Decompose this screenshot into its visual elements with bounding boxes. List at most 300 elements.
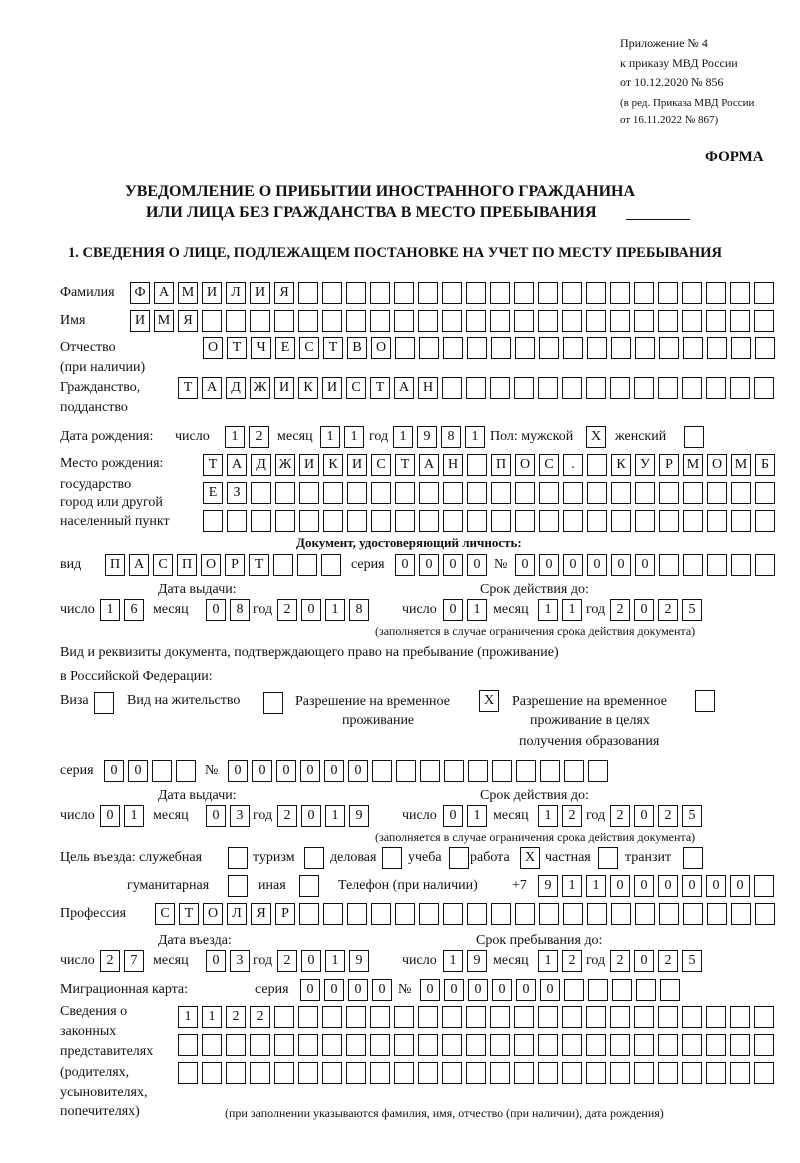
input-box[interactable]	[563, 510, 583, 532]
input-box[interactable]	[658, 1034, 678, 1056]
input-box[interactable]: 0	[635, 554, 655, 576]
input-box[interactable]: 1	[465, 426, 485, 448]
input-box[interactable]	[539, 510, 559, 532]
input-box[interactable]	[563, 337, 583, 359]
input-box[interactable]: 0	[611, 554, 631, 576]
input-box[interactable]	[395, 482, 415, 504]
input-box[interactable]	[178, 1034, 198, 1056]
input-box[interactable]	[682, 377, 702, 399]
input-box[interactable]: 0	[324, 760, 344, 782]
input-box[interactable]: 2	[277, 805, 297, 827]
input-box[interactable]	[564, 979, 584, 1001]
input-box[interactable]: 1	[586, 875, 606, 897]
input-box[interactable]	[730, 282, 750, 304]
input-box[interactable]: Н	[418, 377, 438, 399]
input-box[interactable]: 0	[300, 760, 320, 782]
input-box[interactable]: 1	[124, 805, 144, 827]
purpose-official-checkbox[interactable]	[228, 847, 248, 869]
input-box[interactable]: Т	[178, 377, 198, 399]
input-box[interactable]	[418, 1034, 438, 1056]
sex-male-checkbox[interactable]: X	[586, 426, 606, 448]
input-box[interactable]: 2	[277, 599, 297, 621]
input-box[interactable]	[370, 310, 390, 332]
input-box[interactable]	[683, 510, 703, 532]
input-box[interactable]	[322, 1034, 342, 1056]
input-box[interactable]: 1	[178, 1006, 198, 1028]
input-box[interactable]	[682, 1006, 702, 1028]
input-box[interactable]: 1	[467, 599, 487, 621]
input-box[interactable]	[443, 510, 463, 532]
input-box[interactable]: О	[515, 454, 535, 476]
input-box[interactable]	[152, 760, 172, 782]
input-box[interactable]	[371, 482, 391, 504]
purpose-humanitarian-checkbox[interactable]	[228, 875, 248, 897]
input-box[interactable]: 3	[230, 950, 250, 972]
purpose-transit-checkbox[interactable]	[683, 847, 703, 869]
input-box[interactable]: 3	[230, 805, 250, 827]
input-box[interactable]	[634, 282, 654, 304]
input-box[interactable]	[298, 1062, 318, 1084]
input-box[interactable]	[176, 760, 196, 782]
input-box[interactable]	[588, 760, 608, 782]
input-box[interactable]: А	[129, 554, 149, 576]
input-box[interactable]: Т	[249, 554, 269, 576]
input-box[interactable]	[394, 282, 414, 304]
input-box[interactable]: 0	[206, 805, 226, 827]
input-box[interactable]	[562, 377, 582, 399]
input-box[interactable]	[562, 1006, 582, 1028]
input-box[interactable]: 9	[417, 426, 437, 448]
input-box[interactable]	[755, 903, 775, 925]
input-box[interactable]	[250, 310, 270, 332]
place-of-stay-blank[interactable]	[626, 219, 690, 220]
input-box[interactable]	[587, 337, 607, 359]
input-box[interactable]	[490, 310, 510, 332]
input-box[interactable]: 1	[393, 426, 413, 448]
input-box[interactable]	[491, 482, 511, 504]
input-box[interactable]: 0	[419, 554, 439, 576]
input-box[interactable]	[634, 310, 654, 332]
input-box[interactable]	[515, 482, 535, 504]
input-box[interactable]	[731, 554, 751, 576]
input-box[interactable]	[395, 510, 415, 532]
input-box[interactable]	[226, 1062, 246, 1084]
input-box[interactable]: З	[227, 482, 247, 504]
input-box[interactable]	[538, 1006, 558, 1028]
input-box[interactable]	[659, 337, 679, 359]
temp-permit-checkbox[interactable]: X	[479, 690, 499, 712]
input-box[interactable]: 0	[610, 875, 630, 897]
input-box[interactable]: 0	[468, 979, 488, 1001]
input-box[interactable]: 2	[658, 805, 678, 827]
input-box[interactable]	[419, 510, 439, 532]
input-box[interactable]	[587, 482, 607, 504]
input-box[interactable]	[443, 337, 463, 359]
purpose-other-checkbox[interactable]	[299, 875, 319, 897]
input-box[interactable]	[370, 1006, 390, 1028]
input-box[interactable]: 0	[395, 554, 415, 576]
input-box[interactable]	[370, 1062, 390, 1084]
input-box[interactable]: С	[371, 454, 391, 476]
input-box[interactable]	[539, 903, 559, 925]
purpose-business-checkbox[interactable]	[382, 847, 402, 869]
input-box[interactable]: 1	[538, 950, 558, 972]
input-box[interactable]	[659, 554, 679, 576]
input-box[interactable]	[250, 1062, 270, 1084]
input-box[interactable]: П	[105, 554, 125, 576]
input-box[interactable]	[443, 482, 463, 504]
input-box[interactable]: Т	[227, 337, 247, 359]
input-box[interactable]: 8	[230, 599, 250, 621]
input-box[interactable]: 0	[301, 599, 321, 621]
input-box[interactable]	[562, 282, 582, 304]
input-box[interactable]: 1	[202, 1006, 222, 1028]
input-box[interactable]	[586, 1034, 606, 1056]
input-box[interactable]	[538, 282, 558, 304]
input-box[interactable]	[418, 282, 438, 304]
input-box[interactable]	[730, 1034, 750, 1056]
input-box[interactable]	[467, 903, 487, 925]
input-box[interactable]: А	[202, 377, 222, 399]
input-box[interactable]: 2	[100, 950, 120, 972]
input-box[interactable]: Н	[443, 454, 463, 476]
input-box[interactable]: 2	[610, 805, 630, 827]
input-box[interactable]: 1	[325, 599, 345, 621]
input-box[interactable]	[754, 377, 774, 399]
input-box[interactable]	[275, 510, 295, 532]
input-box[interactable]	[754, 875, 774, 897]
input-box[interactable]: Р	[225, 554, 245, 576]
input-box[interactable]: Б	[755, 454, 775, 476]
input-box[interactable]: Т	[370, 377, 390, 399]
input-box[interactable]	[515, 903, 535, 925]
input-box[interactable]	[611, 482, 631, 504]
input-box[interactable]: Я	[251, 903, 271, 925]
input-box[interactable]	[755, 554, 775, 576]
input-box[interactable]	[635, 482, 655, 504]
input-box[interactable]	[443, 903, 463, 925]
input-box[interactable]	[538, 1062, 558, 1084]
input-box[interactable]	[683, 482, 703, 504]
input-box[interactable]	[562, 1062, 582, 1084]
input-box[interactable]	[634, 377, 654, 399]
input-box[interactable]: 2	[226, 1006, 246, 1028]
input-box[interactable]	[754, 1034, 774, 1056]
input-box[interactable]	[298, 1034, 318, 1056]
input-box[interactable]	[418, 310, 438, 332]
input-box[interactable]	[707, 482, 727, 504]
input-box[interactable]	[394, 1006, 414, 1028]
input-box[interactable]: 0	[301, 950, 321, 972]
input-box[interactable]: 0	[634, 950, 654, 972]
input-box[interactable]	[515, 337, 535, 359]
input-box[interactable]	[490, 282, 510, 304]
input-box[interactable]	[322, 1006, 342, 1028]
input-box[interactable]: 0	[372, 979, 392, 1001]
input-box[interactable]: 0	[516, 979, 536, 1001]
input-box[interactable]: О	[371, 337, 391, 359]
input-box[interactable]: У	[635, 454, 655, 476]
input-box[interactable]: 1	[562, 599, 582, 621]
input-box[interactable]	[490, 1062, 510, 1084]
input-box[interactable]: К	[323, 454, 343, 476]
input-box[interactable]	[659, 482, 679, 504]
input-box[interactable]: 9	[349, 950, 369, 972]
input-box[interactable]	[347, 510, 367, 532]
input-box[interactable]: 0	[682, 875, 702, 897]
input-box[interactable]: Л	[227, 903, 247, 925]
input-box[interactable]	[444, 760, 464, 782]
input-box[interactable]: 2	[658, 950, 678, 972]
input-box[interactable]	[466, 377, 486, 399]
input-box[interactable]	[635, 510, 655, 532]
input-box[interactable]: Ж	[250, 377, 270, 399]
input-box[interactable]	[540, 760, 560, 782]
input-box[interactable]: П	[491, 454, 511, 476]
input-box[interactable]	[706, 1006, 726, 1028]
input-box[interactable]: 2	[610, 599, 630, 621]
input-box[interactable]: 0	[539, 554, 559, 576]
input-box[interactable]	[466, 1062, 486, 1084]
input-box[interactable]	[563, 903, 583, 925]
purpose-work-checkbox[interactable]: X	[520, 847, 540, 869]
input-box[interactable]: 2	[562, 805, 582, 827]
input-box[interactable]	[227, 510, 247, 532]
input-box[interactable]	[682, 282, 702, 304]
input-box[interactable]: И	[130, 310, 150, 332]
input-box[interactable]	[226, 310, 246, 332]
input-box[interactable]	[587, 903, 607, 925]
input-box[interactable]: 0	[300, 979, 320, 1001]
input-box[interactable]	[588, 979, 608, 1001]
input-box[interactable]: 0	[634, 875, 654, 897]
input-box[interactable]	[297, 554, 317, 576]
input-box[interactable]: 0	[563, 554, 583, 576]
input-box[interactable]	[203, 510, 223, 532]
input-box[interactable]	[539, 337, 559, 359]
input-box[interactable]	[659, 903, 679, 925]
input-box[interactable]	[491, 903, 511, 925]
input-box[interactable]: 7	[124, 950, 144, 972]
input-box[interactable]	[322, 1062, 342, 1084]
input-box[interactable]	[514, 282, 534, 304]
input-box[interactable]: Ч	[251, 337, 271, 359]
input-box[interactable]	[683, 337, 703, 359]
input-box[interactable]	[370, 282, 390, 304]
input-box[interactable]: Ж	[275, 454, 295, 476]
input-box[interactable]	[466, 1034, 486, 1056]
input-box[interactable]	[467, 510, 487, 532]
input-box[interactable]	[442, 282, 462, 304]
input-box[interactable]	[490, 377, 510, 399]
input-box[interactable]	[538, 377, 558, 399]
input-box[interactable]	[538, 310, 558, 332]
input-box[interactable]	[321, 554, 341, 576]
input-box[interactable]: 1	[562, 875, 582, 897]
input-box[interactable]	[516, 760, 536, 782]
input-box[interactable]	[730, 1062, 750, 1084]
input-box[interactable]: М	[154, 310, 174, 332]
input-box[interactable]	[514, 1006, 534, 1028]
input-box[interactable]: К	[611, 454, 631, 476]
input-box[interactable]	[562, 1034, 582, 1056]
input-box[interactable]: М	[683, 454, 703, 476]
input-box[interactable]	[467, 337, 487, 359]
input-box[interactable]	[491, 510, 511, 532]
visa-checkbox[interactable]	[94, 692, 114, 714]
input-box[interactable]: 0	[467, 554, 487, 576]
input-box[interactable]	[491, 337, 511, 359]
input-box[interactable]: 1	[320, 426, 340, 448]
input-box[interactable]	[754, 310, 774, 332]
input-box[interactable]	[251, 482, 271, 504]
input-box[interactable]: 0	[706, 875, 726, 897]
input-box[interactable]	[755, 482, 775, 504]
input-box[interactable]: И	[202, 282, 222, 304]
input-box[interactable]: 9	[538, 875, 558, 897]
input-box[interactable]	[707, 337, 727, 359]
input-box[interactable]	[202, 1034, 222, 1056]
input-box[interactable]	[514, 377, 534, 399]
input-box[interactable]	[515, 510, 535, 532]
input-box[interactable]: Ф	[130, 282, 150, 304]
input-box[interactable]	[178, 1062, 198, 1084]
input-box[interactable]	[610, 1062, 630, 1084]
input-box[interactable]: 2	[562, 950, 582, 972]
input-box[interactable]	[514, 310, 534, 332]
input-box[interactable]	[323, 903, 343, 925]
input-box[interactable]	[730, 1006, 750, 1028]
input-box[interactable]	[395, 903, 415, 925]
sex-female-checkbox[interactable]	[684, 426, 704, 448]
input-box[interactable]: 0	[276, 760, 296, 782]
input-box[interactable]	[587, 510, 607, 532]
input-box[interactable]	[346, 1034, 366, 1056]
input-box[interactable]: Р	[659, 454, 679, 476]
input-box[interactable]	[658, 282, 678, 304]
input-box[interactable]	[586, 1062, 606, 1084]
input-box[interactable]	[707, 510, 727, 532]
input-box[interactable]	[322, 282, 342, 304]
input-box[interactable]	[371, 903, 391, 925]
input-box[interactable]	[730, 310, 750, 332]
input-box[interactable]: 1	[225, 426, 245, 448]
input-box[interactable]: С	[153, 554, 173, 576]
input-box[interactable]: 0	[128, 760, 148, 782]
input-box[interactable]: М	[731, 454, 751, 476]
input-box[interactable]: 5	[682, 805, 702, 827]
input-box[interactable]	[394, 1062, 414, 1084]
input-box[interactable]	[755, 510, 775, 532]
input-box[interactable]	[706, 282, 726, 304]
input-box[interactable]	[394, 310, 414, 332]
input-box[interactable]	[563, 482, 583, 504]
edu-permit-checkbox[interactable]	[695, 690, 715, 712]
input-box[interactable]: 0	[634, 805, 654, 827]
input-box[interactable]: 8	[349, 599, 369, 621]
input-box[interactable]: 0	[540, 979, 560, 1001]
input-box[interactable]	[707, 903, 727, 925]
input-box[interactable]: 5	[682, 950, 702, 972]
input-box[interactable]: 1	[467, 805, 487, 827]
input-box[interactable]: .	[563, 454, 583, 476]
input-box[interactable]: С	[346, 377, 366, 399]
input-box[interactable]	[564, 760, 584, 782]
input-box[interactable]	[611, 510, 631, 532]
input-box[interactable]	[682, 1062, 702, 1084]
input-box[interactable]: 0	[252, 760, 272, 782]
input-box[interactable]	[323, 482, 343, 504]
input-box[interactable]	[706, 377, 726, 399]
input-box[interactable]	[658, 1062, 678, 1084]
input-box[interactable]	[731, 337, 751, 359]
input-box[interactable]: И	[274, 377, 294, 399]
input-box[interactable]: 1	[344, 426, 364, 448]
input-box[interactable]: И	[322, 377, 342, 399]
input-box[interactable]: Д	[226, 377, 246, 399]
input-box[interactable]: 9	[349, 805, 369, 827]
input-box[interactable]	[322, 310, 342, 332]
input-box[interactable]	[202, 310, 222, 332]
input-box[interactable]	[610, 1034, 630, 1056]
input-box[interactable]: О	[201, 554, 221, 576]
input-box[interactable]	[418, 1062, 438, 1084]
input-box[interactable]: Т	[323, 337, 343, 359]
input-box[interactable]	[298, 1006, 318, 1028]
input-box[interactable]: 0	[228, 760, 248, 782]
input-box[interactable]: 0	[587, 554, 607, 576]
input-box[interactable]: С	[299, 337, 319, 359]
input-box[interactable]: И	[347, 454, 367, 476]
input-box[interactable]	[274, 310, 294, 332]
input-box[interactable]	[539, 482, 559, 504]
input-box[interactable]	[586, 377, 606, 399]
input-box[interactable]: С	[155, 903, 175, 925]
input-box[interactable]	[346, 1062, 366, 1084]
input-box[interactable]: Р	[275, 903, 295, 925]
input-box[interactable]	[636, 979, 656, 1001]
input-box[interactable]: 1	[443, 950, 463, 972]
input-box[interactable]	[634, 1034, 654, 1056]
input-box[interactable]	[706, 310, 726, 332]
input-box[interactable]	[658, 310, 678, 332]
input-box[interactable]: А	[154, 282, 174, 304]
input-box[interactable]	[371, 510, 391, 532]
input-box[interactable]: 1	[538, 599, 558, 621]
input-box[interactable]	[370, 1034, 390, 1056]
input-box[interactable]	[251, 510, 271, 532]
input-box[interactable]	[683, 903, 703, 925]
input-box[interactable]	[226, 1034, 246, 1056]
input-box[interactable]: 9	[467, 950, 487, 972]
input-box[interactable]	[611, 337, 631, 359]
input-box[interactable]	[755, 337, 775, 359]
input-box[interactable]	[299, 510, 319, 532]
input-box[interactable]: М	[178, 282, 198, 304]
input-box[interactable]: 0	[324, 979, 344, 1001]
input-box[interactable]	[634, 1006, 654, 1028]
residence-permit-checkbox[interactable]	[263, 692, 283, 714]
input-box[interactable]	[730, 377, 750, 399]
input-box[interactable]	[658, 377, 678, 399]
input-box[interactable]: 0	[634, 599, 654, 621]
input-box[interactable]: 0	[301, 805, 321, 827]
input-box[interactable]: 0	[730, 875, 750, 897]
input-box[interactable]	[346, 310, 366, 332]
input-box[interactable]	[396, 760, 416, 782]
input-box[interactable]	[610, 310, 630, 332]
input-box[interactable]: 0	[443, 599, 463, 621]
